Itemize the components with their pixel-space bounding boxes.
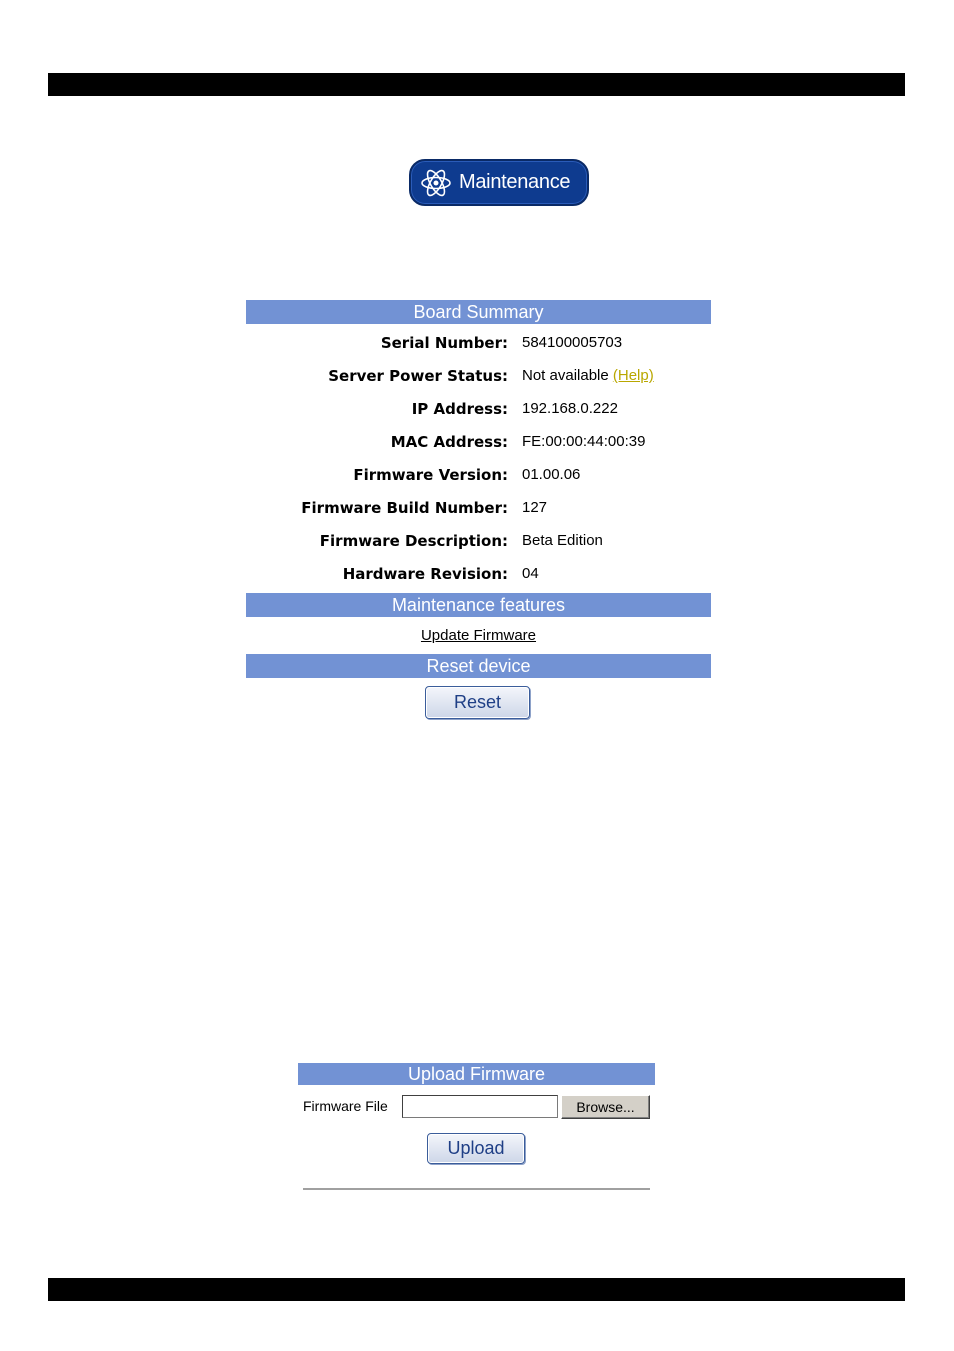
maintenance-badge <box>409 159 589 206</box>
firmware-version-label: Firmware Version: <box>353 466 508 484</box>
firmware-version-value: 01.00.06 <box>522 466 581 483</box>
upload-firmware-header: Upload Firmware <box>298 1063 655 1085</box>
row-firmware-build-number <box>246 499 711 519</box>
serial-number-label: Serial Number: <box>380 334 508 352</box>
upload-button[interactable]: Upload <box>427 1133 525 1164</box>
firmware-description-label: Firmware Description: <box>319 532 508 550</box>
hardware-revision-value: 04 <box>522 565 539 582</box>
maintenance-badge-label: Maintenance <box>459 171 571 193</box>
reset-device-header: Reset device <box>246 654 711 678</box>
row-ip-address <box>246 400 711 420</box>
row-firmware-description <box>246 532 711 552</box>
firmware-build-number-value: 127 <box>522 499 548 516</box>
board-summary-header: Board Summary <box>246 300 711 324</box>
firmware-description-value: Beta Edition <box>522 532 603 549</box>
row-mac-address <box>246 433 711 453</box>
server-power-status-value: Not available <box>522 367 609 384</box>
update-firmware-link[interactable]: Update Firmware <box>420 627 537 644</box>
row-firmware-version <box>246 466 711 486</box>
row-hardware-revision <box>246 565 711 585</box>
row-serial-number <box>246 334 711 354</box>
server-power-status-value-wrap <box>522 367 654 384</box>
maintenance-features-header: Maintenance features <box>246 593 711 617</box>
firmware-file-input[interactable] <box>402 1095 558 1118</box>
row-server-power-status <box>246 367 711 387</box>
server-power-status-label: Server Power Status: <box>328 367 508 385</box>
mac-address-value: FE:00:00:44:00:39 <box>522 433 646 450</box>
ip-address-label: IP Address: <box>411 400 508 418</box>
bottom-black-bar <box>48 1278 905 1301</box>
mac-address-label: MAC Address: <box>390 433 508 451</box>
hardware-revision-label: Hardware Revision: <box>342 565 508 583</box>
help-link[interactable]: (Help) <box>612 367 654 384</box>
serial-number-value: 584100005703 <box>522 334 623 351</box>
reset-button[interactable]: Reset <box>425 686 530 719</box>
firmware-build-number-label: Firmware Build Number: <box>301 499 508 517</box>
atom-icon <box>419 166 453 200</box>
firmware-file-label: Firmware File <box>303 1098 388 1114</box>
top-black-bar <box>48 73 905 96</box>
ip-address-value: 192.168.0.222 <box>522 400 618 417</box>
divider <box>303 1188 650 1190</box>
browse-button[interactable]: Browse... <box>561 1095 650 1119</box>
